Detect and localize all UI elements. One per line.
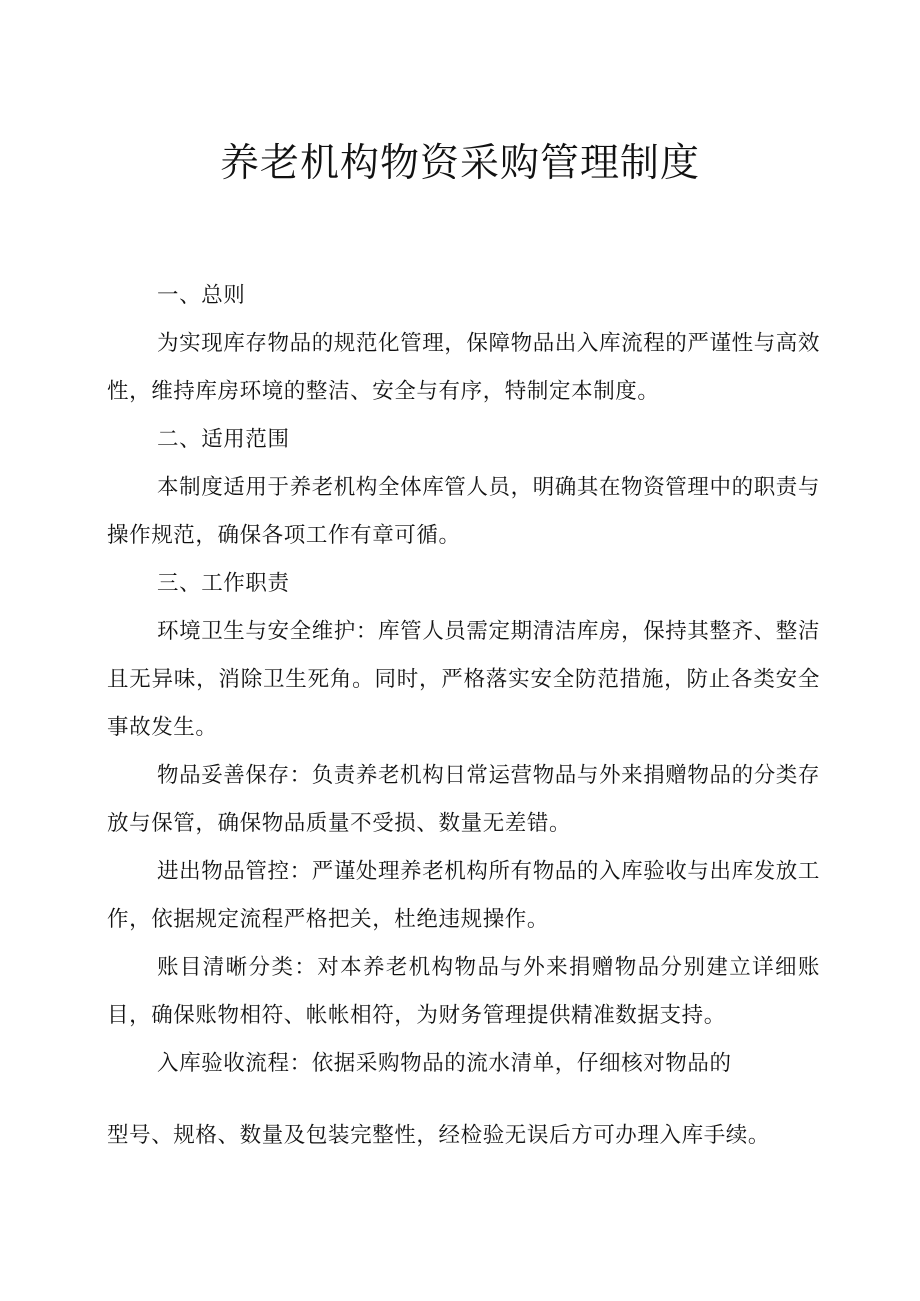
- section-heading-duties: 三、工作职责: [157, 571, 290, 596]
- section-heading-scope: 二、适用范围: [157, 427, 290, 452]
- paragraph-duty-accounts: 账目清晰分类：对本养老机构物品与外来捐赠物品分别建立详细账目，确保账物相符、帐帐相符，为财务管理提供精准数据支持。: [107, 955, 820, 1028]
- document-title: 养老机构物资采购管理制度: [219, 141, 700, 186]
- paragraph-duty-inbound-line1: 入库验收流程：依据采购物品的流水清单，仔细核对物品的: [157, 1051, 732, 1076]
- section-heading-general: 一、总则: [157, 283, 246, 308]
- paragraph-general: 为实现库存物品的规范化管理，保障物品出入库流程的严谨性与高效性，维持库房环境的整洁、安全与有序，特制定本制度。: [107, 331, 821, 404]
- paragraph-scope: 本制度适用于养老机构全体库管人员，明确其在物资管理中的职责与操作规范，确保各项工作有章可循。: [107, 475, 821, 548]
- paragraph-duty-storage: 物品妥善保存：负责养老机构日常运营物品与外来捐赠物品的分类存放与保管，确保物品质量不受损、数量无差错。: [107, 763, 821, 836]
- paragraph-duty-control: 进出物品管控：严谨处理养老机构所有物品的入库验收与出库发放工作，依据规定流程严格把关，杜绝违规操作。: [107, 859, 821, 932]
- document-body: [107, 272, 820, 1160]
- paragraph-duty-environment: 环境卫生与安全维护：库管人员需定期清洁库房，保持其整齐、整洁且无异味，消除卫生死角。同时，严格落实安全防范措施，防止各类安全事故发生。: [107, 619, 821, 740]
- paragraph-duty-inbound-line2: 型号、规格、数量及包装完整性，经检验无误后方可办理入库手续。: [107, 1123, 771, 1148]
